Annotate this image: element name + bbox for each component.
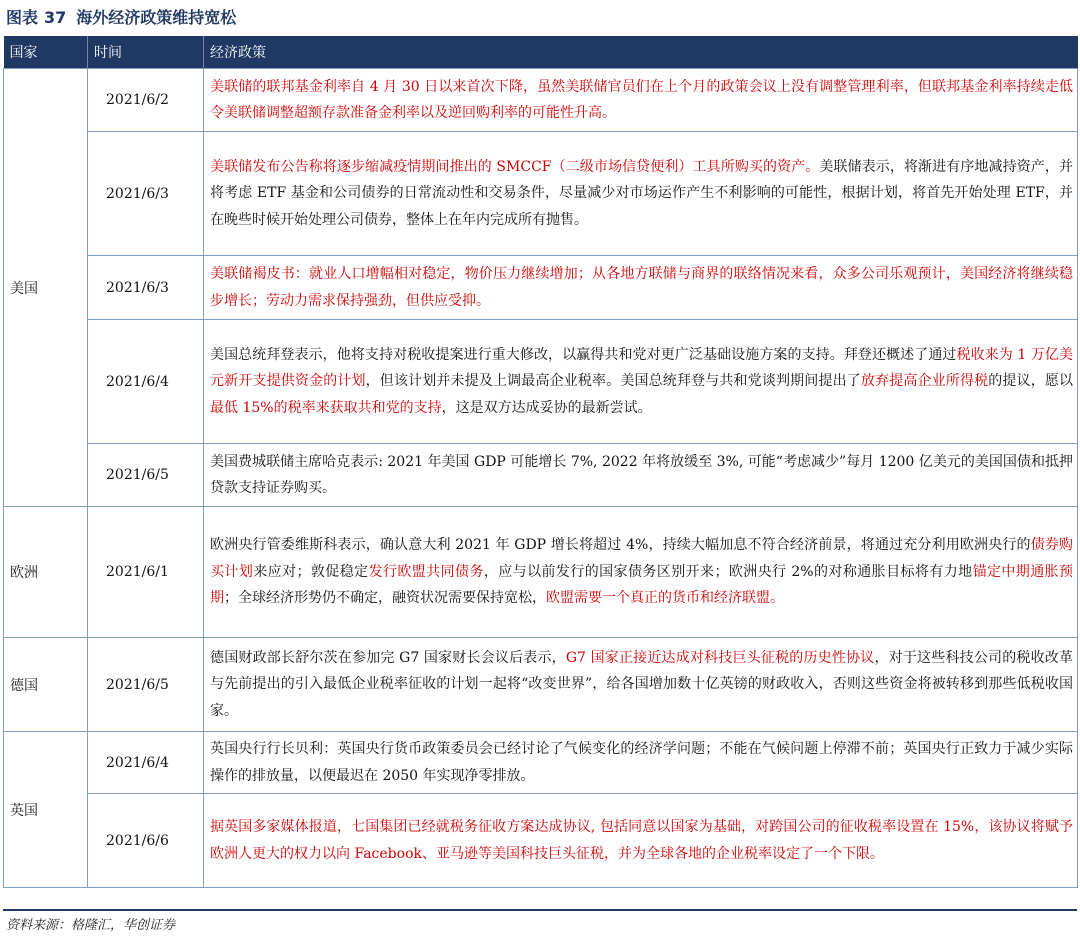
table-row xyxy=(4,69,1078,132)
table-row xyxy=(4,256,1078,320)
policy-cell xyxy=(204,320,1078,444)
policy-text: 美国总统拜登表示，他将支持对税收提案进行重大修改，以赢得共和党对更广泛基础设施方案的支持。拜登还概述了通过 xyxy=(210,346,957,363)
policy-cell xyxy=(204,507,1078,638)
date-cell: 2021/6/4 xyxy=(88,732,204,794)
figure-title-text: 海外经济政策维持宽松 xyxy=(76,8,237,27)
policy-text: ，对于这些科技公司的税收改革与先前提出的引入最低企业税率征收的计划一起将“改变世界”，给各国增加数十亿英镑的财政收入，否则这些资金将被转移到那些低税收国家。 xyxy=(210,649,1073,719)
date-cell: 2021/6/3 xyxy=(88,256,204,320)
date-cell: 2021/6/1 xyxy=(88,507,204,638)
table-row xyxy=(4,444,1078,507)
date-cell: 2021/6/3 xyxy=(88,132,204,256)
policy-text-highlight: 锚定中期通胀预期 xyxy=(210,563,1074,607)
policy-text: 德国财政部长舒尔茨在参加完 G7 国家财长会议后表示， xyxy=(210,649,566,666)
date-cell: 2021/6/2 xyxy=(88,69,204,132)
table-row xyxy=(4,732,1078,794)
figure-title xyxy=(6,4,236,32)
policy-text-highlight: 美联储的联邦基金利率自 4 月 30 日以来首次下降，虽然美联储官员们在上个月的政策会议上没有调整管理利率，但联邦基金利率持续走低令美联储调整超额存款准备金利率以及逆回购利率的可能性升高。 xyxy=(210,78,1073,121)
header-country: 国家 xyxy=(4,36,88,69)
table-row xyxy=(4,320,1078,444)
source-note: 资料来源：格隆汇，华创证券 xyxy=(6,918,176,933)
policy-text: 英国央行行长贝利：英国央行货币政策委员会已经讨论了气候变化的经济学问题；不能在气候问题上停滞不前；英国央行正致力于减少实际操作的排放量，以便最迟在 2050 年实现净零排放。 xyxy=(210,741,1073,784)
header-policy: 经济政策 xyxy=(204,36,1078,69)
table-row xyxy=(4,638,1078,732)
table-row xyxy=(4,794,1078,888)
policy-text-highlight: 税收来为 1 万亿美元新开支提供资金的计划 xyxy=(210,346,1074,390)
bottom-rule xyxy=(3,909,1077,911)
policy-text-highlight: 最低 15%的税率来获取共和党的支持 xyxy=(210,399,442,416)
policy-cell xyxy=(204,794,1078,888)
date-cell: 2021/6/5 xyxy=(88,444,204,507)
date-cell: 2021/6/6 xyxy=(88,794,204,888)
country-cell: 德国 xyxy=(4,638,88,732)
table-row xyxy=(4,132,1078,256)
policy-text-highlight: 发行欧盟共同债务 xyxy=(368,563,484,580)
policy-text-highlight: 欧盟需要一个真正的货币和经济联盟。 xyxy=(546,590,784,607)
policy-cell xyxy=(204,444,1078,507)
policy-text: ，但该计划并未提及上调最高企业税率。美国总统拜登与共和党谈判期间提出了 xyxy=(365,373,861,390)
policy-text: ；全球经济形势仍不确定，融资状况需要保持宽松， xyxy=(224,590,546,607)
country-cell: 欧洲 xyxy=(4,507,88,638)
policy-cell xyxy=(204,732,1078,794)
date-cell: 2021/6/4 xyxy=(88,320,204,444)
policy-text: ，这是双方达成妥协的最新尝试。 xyxy=(441,399,652,416)
policy-text-highlight: 债券购买计划 xyxy=(210,537,1074,580)
policy-text-highlight: 据英国多家媒体报道，七国集团已经就税务征收方案达成协议, 包括同意以国家为基础，对跨国公司的征收税率设置在 15%，该协议将赋予欧洲人更大的权力以向 Facebook、亚马逊等美国科技巨头征税，并为全球各地的企业税率设定了一个下限。 xyxy=(210,819,1073,862)
policy-cell xyxy=(204,256,1078,320)
policy-text: 的提议，愿以 xyxy=(988,373,1074,390)
policy-cell xyxy=(204,132,1078,256)
policy-text-highlight: 放弃提高企业所得税 xyxy=(860,373,989,390)
country-cell: 英国 xyxy=(4,732,88,888)
policy-text-highlight: 美联储发布公告称将逐步缩减疫情期间推出的 SMCCF（二级市场信贷便利）工具所购买的资产。 xyxy=(210,158,820,175)
policy-text-highlight: G7 国家正接近达成对科技巨头征税的历史性协议 xyxy=(565,649,875,666)
figure-number: 37 xyxy=(44,8,67,27)
policy-text-highlight: 美联储褐皮书：就业人口增幅相对稳定，物价压力继续增加；从各地方联储与商界的联络情况来看，众多公司乐观预计，美国经济将继续稳步增长；劳动力需求保持强劲，但供应受抑。 xyxy=(210,266,1073,309)
date-cell: 2021/6/5 xyxy=(88,638,204,732)
figure-label: 图表 xyxy=(6,8,39,27)
country-cell: 美国 xyxy=(4,69,88,507)
policy-text: 来应对；敦促稳定 xyxy=(253,563,369,580)
header-date: 时间 xyxy=(88,36,204,69)
table-body xyxy=(4,69,1078,888)
policy-cell xyxy=(204,638,1078,732)
policy-cell xyxy=(204,69,1078,132)
table-header-row xyxy=(4,36,1078,69)
policy-text: 欧洲央行管委维斯科表示，确认意大利 2021 年 GDP 增长将超过 4%，持续大幅加息不符合经济前景，将通过充分利用欧洲央行的 xyxy=(210,537,1031,554)
policy-text: 美国费城联储主席哈克表示: 2021 年美国 GDP 可能增长 7%, 2022 年将放缓至 3%, 可能“考虑减少”每月 1200 亿美元的美国国债和抵押贷款支持证券购买。 xyxy=(210,453,1073,496)
table-row xyxy=(4,507,1078,638)
policy-text: 美联储表示，将渐进有序地减持资产，并将考虑 ETF 基金和公司债券的日常流动性和交易条件，尽量减少对市场运作产生不利影响的可能性，根据计划，将首先开始处理 ETF，并在晚些时候开始处理公司债券，整体上在年内完成所有抛售。 xyxy=(210,158,1073,228)
policy-table xyxy=(3,36,1078,888)
policy-text: ，应与以前发行的国家债务区别开来；欧洲央行 2%的对称通胀目标将有力地 xyxy=(483,563,973,580)
